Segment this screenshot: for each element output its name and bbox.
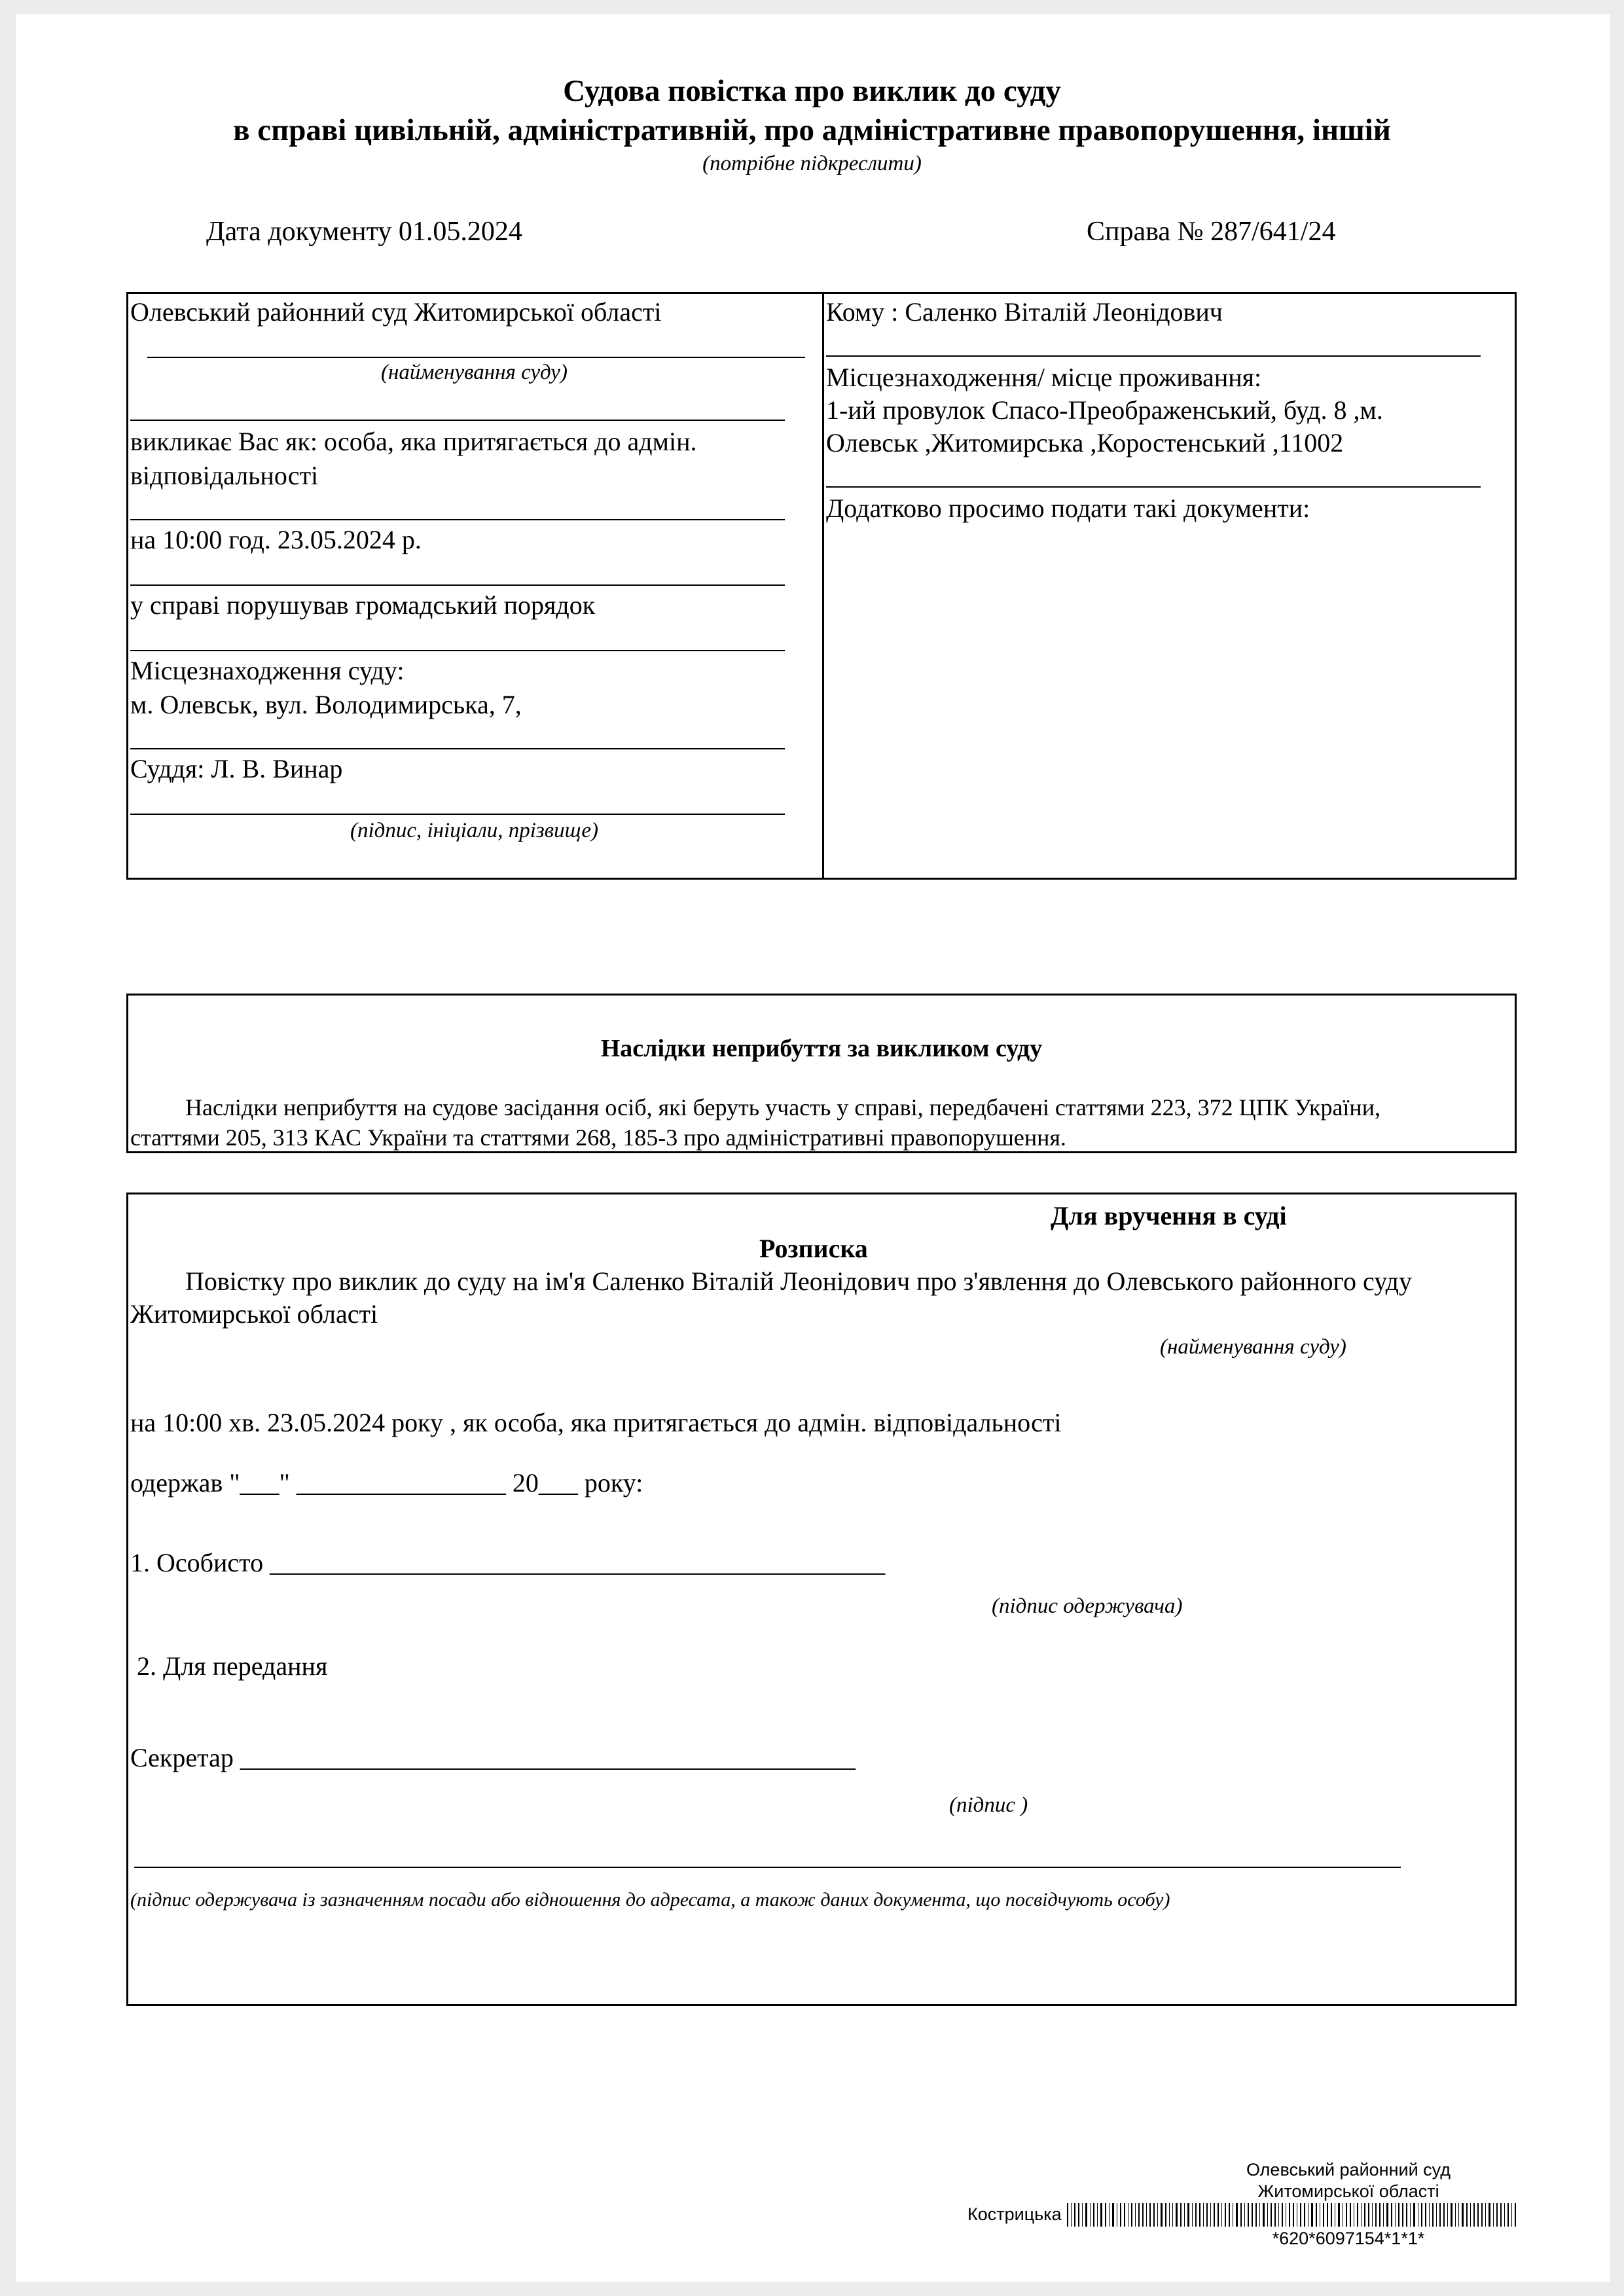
- received-date-field: одержав "___" ________________ 20___ року:: [130, 1468, 643, 1498]
- barcode-bar: [1406, 2203, 1407, 2227]
- barcode-bar: [1112, 2203, 1114, 2227]
- recipient-name: Кому : Саленко Віталій Леонідович: [826, 297, 1223, 327]
- court-location-label: Місцезнаходження суду:: [130, 656, 405, 685]
- barcode-bar: [1120, 2203, 1121, 2227]
- barcode-bar: [1149, 2203, 1151, 2227]
- barcode-bar: [1361, 2203, 1362, 2227]
- secretary-signature-field: Секретар _______________________________________________: [130, 1743, 856, 1772]
- summons-divider: [822, 292, 824, 880]
- stamp-court-line1: Олевський районний суд: [1246, 2160, 1451, 2179]
- address-line1: 1-ий провулок Спасо-Преображенський, буд. 8 ,м.: [826, 395, 1383, 425]
- recipient-line: [826, 355, 1481, 357]
- barcode-bar: [1274, 2203, 1276, 2227]
- barcode-bar: [1206, 2203, 1208, 2227]
- consequences-title: Наслідки неприбуття за викликом суду: [600, 1035, 1043, 1062]
- barcode-bar: [1379, 2203, 1380, 2227]
- barcode-bar: [1135, 2203, 1136, 2227]
- court-name: Олевський районний суд Житомирської області: [130, 297, 662, 327]
- barcode-bar: [1252, 2203, 1253, 2227]
- barcode-bar: [1282, 2203, 1283, 2227]
- barcode-bar: [1383, 2203, 1384, 2227]
- barcode-bar: [1153, 2203, 1154, 2227]
- divider-line: [130, 584, 785, 586]
- barcode-bar: [1368, 2203, 1369, 2227]
- barcode-bar: [1402, 2203, 1403, 2227]
- barcode-bar: [1210, 2203, 1211, 2227]
- barcode-bar: [1203, 2203, 1204, 2227]
- barcode-bar: [1311, 2203, 1313, 2227]
- stamp-court-line2: Житомирської області: [1257, 2181, 1439, 2201]
- barcode-bar: [1462, 2203, 1464, 2227]
- barcode-bar: [1300, 2203, 1301, 2227]
- judge-signature-hint: (підпис, ініціали, прізвище): [350, 819, 598, 842]
- barcode-bar: [1323, 2203, 1324, 2227]
- barcode-bar: [1500, 2203, 1502, 2227]
- divider-line: [130, 519, 785, 520]
- receipt-text-line2: Житомирської області: [130, 1299, 378, 1329]
- called-as-line1: викликає Вас як: особа, яка притягається до адмін.: [130, 427, 697, 456]
- barcode-bar: [1293, 2203, 1294, 2227]
- barcode-bar: [1421, 2203, 1422, 2227]
- clerk-name: Кострицька: [967, 2204, 1062, 2224]
- for-court-label: Для вручення в суді: [1051, 1201, 1287, 1230]
- consequences-text-line2: статтями 205, 313 КАС України та статтями 268, 185-3 про адміністративні правопорушення.: [130, 1124, 1066, 1151]
- barcode-bar: [1146, 2203, 1147, 2227]
- barcode-bar: [1455, 2203, 1456, 2227]
- barcode-bar: [1504, 2203, 1505, 2227]
- recipient-signature-line: [134, 1867, 1401, 1868]
- personally-signature-field: 1. Особисто _______________________________________________: [130, 1548, 886, 1577]
- barcode-bar: [1511, 2203, 1512, 2227]
- barcode-bar: [1304, 2203, 1305, 2227]
- receipt-text-line1: Повістку про виклик до суду на ім'я Саленко Віталій Леонідович про з'явлення до Олевського районного суду: [185, 1266, 1413, 1296]
- barcode-bar: [1172, 2203, 1173, 2227]
- address-line2: Олевськ ,Житомирська ,Коростенський ,11002: [826, 428, 1344, 457]
- barcode-bar: [1320, 2203, 1321, 2227]
- barcode-bar: [1180, 2203, 1182, 2227]
- barcode-bar: [1496, 2203, 1498, 2227]
- judge-signature-line: [130, 814, 785, 815]
- barcode-bar: [1391, 2203, 1392, 2227]
- barcode-bar: [1466, 2203, 1467, 2227]
- barcode-bar: [1386, 2203, 1388, 2227]
- barcode-bar: [1357, 2203, 1358, 2227]
- receipt-title: Розписка: [759, 1234, 868, 1263]
- page-title: Судова повістка про виклик до суду: [563, 74, 1061, 108]
- barcode-bar: [1225, 2203, 1226, 2227]
- barcode-bar: [1289, 2203, 1290, 2227]
- barcode-bar: [1267, 2203, 1268, 2227]
- hearing-time: на 10:00 год. 23.05.2024 р.: [130, 525, 422, 554]
- barcode-bar: [1142, 2203, 1144, 2227]
- barcode-bar: [1338, 2203, 1340, 2227]
- barcode-bar: [1331, 2203, 1332, 2227]
- barcode-bar: [1244, 2203, 1246, 2227]
- barcode-bar: [1233, 2203, 1234, 2227]
- recipient-signature-hint: (підпис одержувача із зазначенням посади або відношення до адресата, а також даних документа, що посвідчують особу): [130, 1889, 1170, 1910]
- secretary-hint: (підпис ): [949, 1793, 1028, 1817]
- barcode-bar: [1485, 2203, 1486, 2227]
- barcode-bar: [1259, 2203, 1260, 2227]
- barcode-bar: [1489, 2203, 1490, 2227]
- barcode: [1067, 2203, 1519, 2227]
- barcode-bar: [1236, 2203, 1238, 2227]
- document-date: Дата документу 01.05.2024: [206, 217, 522, 247]
- barcode-bar: [1327, 2203, 1328, 2227]
- court-name-line: [147, 357, 805, 358]
- barcode-bar: [1410, 2203, 1411, 2227]
- consequences-text-line1: Наслідки неприбуття на судове засідання осіб, які беруть участь у справі, передбачені статтями 223, 372 ЦПК України,: [185, 1094, 1380, 1121]
- barcode-bar: [1199, 2203, 1200, 2227]
- barcode-bar: [1278, 2203, 1279, 2227]
- barcode-bar: [1375, 2203, 1377, 2227]
- divider-line: [130, 420, 785, 421]
- barcode-bar: [1364, 2203, 1365, 2227]
- case-matter: у справі порушував громадський порядок: [130, 590, 596, 620]
- barcode-bar: [1240, 2203, 1241, 2227]
- barcode-bar: [1138, 2203, 1140, 2227]
- barcode-bar: [1346, 2203, 1347, 2227]
- barcode-bar: [1169, 2203, 1170, 2227]
- barcode-bar: [1100, 2203, 1102, 2227]
- barcode-bar: [1443, 2203, 1445, 2227]
- barcode-bar: [1109, 2203, 1110, 2227]
- barcode-bar: [1395, 2203, 1396, 2227]
- barcode-bar: [1413, 2203, 1415, 2227]
- barcode-bar: [1308, 2203, 1309, 2227]
- divider-line: [130, 748, 785, 749]
- barcode-bar: [1218, 2203, 1219, 2227]
- barcode-bar: [1447, 2203, 1448, 2227]
- barcode-bar: [1093, 2203, 1094, 2227]
- barcode-bar: [1451, 2203, 1452, 2227]
- barcode-bar: [1436, 2203, 1437, 2227]
- barcode-bar: [1192, 2203, 1193, 2227]
- barcode-bar: [1176, 2203, 1177, 2227]
- barcode-bar: [1439, 2203, 1441, 2227]
- barcode-bar: [1074, 2203, 1075, 2227]
- for-transfer-label: 2. Для передання: [137, 1651, 328, 1681]
- receipt-time-line: на 10:00 хв. 23.05.2024 року , як особа, яка притягається до адмін. відповідальності: [130, 1408, 1062, 1437]
- barcode-number: *620*6097154*1*1*: [1272, 2229, 1425, 2248]
- barcode-bar: [1398, 2203, 1399, 2227]
- documents-label: Додатково просимо подати такі документи:: [826, 493, 1310, 523]
- barcode-bar: [1515, 2203, 1516, 2227]
- address-underline: [826, 486, 1481, 488]
- barcode-bar: [1255, 2203, 1257, 2227]
- personally-hint: (підпис одержувача): [992, 1594, 1183, 1618]
- judge-name: Суддя: Л. В. Винар: [130, 754, 343, 783]
- barcode-bar: [1263, 2203, 1265, 2227]
- barcode-bar: [1481, 2203, 1483, 2227]
- barcode-bar: [1082, 2203, 1083, 2227]
- case-number: Справа № 287/641/24: [1087, 217, 1336, 247]
- barcode-bar: [1124, 2203, 1125, 2227]
- barcode-bar: [1105, 2203, 1106, 2227]
- barcode-bar: [1221, 2203, 1222, 2227]
- barcode-bar: [1067, 2203, 1068, 2227]
- address-label: Місцезнаходження/ місце проживання:: [826, 363, 1262, 392]
- barcode-bar: [1271, 2203, 1272, 2227]
- barcode-bar: [1078, 2203, 1079, 2227]
- barcode-bar: [1372, 2203, 1373, 2227]
- barcode-bar: [1432, 2203, 1434, 2227]
- court-location: м. Олевськ, вул. Володимирська, 7,: [130, 690, 522, 719]
- barcode-bar: [1458, 2203, 1460, 2227]
- barcode-bar: [1473, 2203, 1474, 2227]
- called-as-line2: відповідальності: [130, 461, 319, 490]
- barcode-bar: [1425, 2203, 1426, 2227]
- barcode-bar: [1187, 2203, 1189, 2227]
- barcode-bar: [1090, 2203, 1091, 2227]
- barcode-bar: [1477, 2203, 1479, 2227]
- barcode-bar: [1165, 2203, 1166, 2227]
- barcode-bar: [1195, 2203, 1197, 2227]
- barcode-bar: [1214, 2203, 1215, 2227]
- barcode-bar: [1429, 2203, 1430, 2227]
- barcode-bar: [1507, 2203, 1509, 2227]
- receipt-court-hint: (найменування суду): [1160, 1335, 1346, 1359]
- title-hint: (потрібне підкреслити): [702, 152, 922, 175]
- barcode-bar: [1131, 2203, 1132, 2227]
- page-subtitle: в справі цивільній, адміністративній, про адміністративне правопорушення, іншій: [233, 113, 1391, 147]
- barcode-bar: [1071, 2203, 1072, 2227]
- barcode-bar: [1161, 2203, 1163, 2227]
- barcode-bar: [1097, 2203, 1098, 2227]
- court-name-hint: (найменування суду): [381, 361, 568, 384]
- barcode-bar: [1470, 2203, 1471, 2227]
- barcode-bar: [1493, 2203, 1494, 2227]
- barcode-bar: [1350, 2203, 1351, 2227]
- divider-line: [130, 650, 785, 651]
- barcode-bar: [1184, 2203, 1185, 2227]
- barcode-bar: [1085, 2203, 1087, 2227]
- barcode-bar: [1157, 2203, 1159, 2227]
